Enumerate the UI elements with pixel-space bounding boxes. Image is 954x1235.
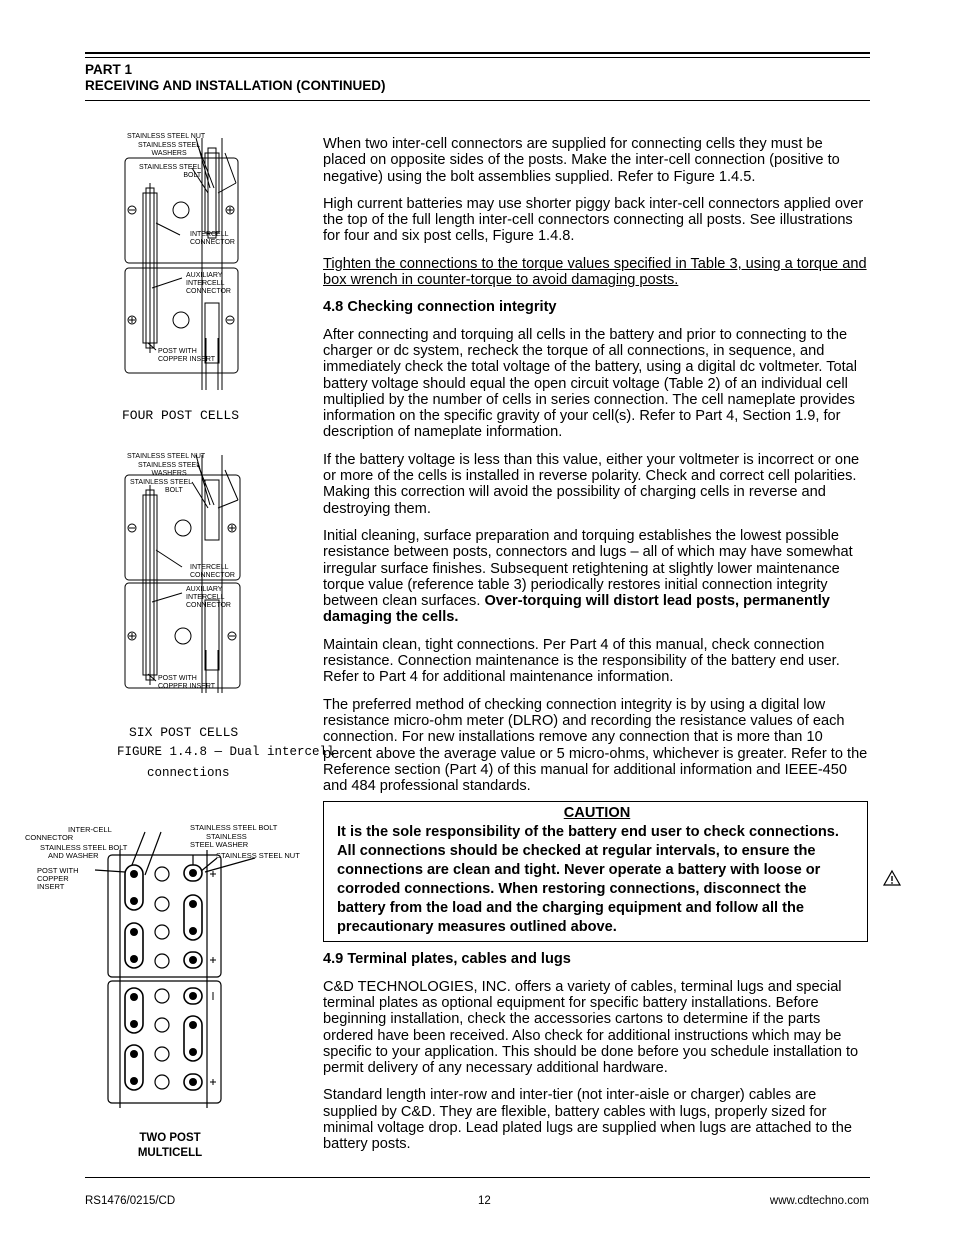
two-post-caption: TWO POST MULTICELL (137, 1132, 203, 1159)
two-post-post-label: POST WITH COPPER INSERT (37, 866, 79, 891)
caution-text: It is the sole responsibility of the battery end user to check connections. All connections should be checked at regular intervals, to ensure the connections are clean and tight. Never operate a battery with loose or corroded connections. When restoring connections, disconnect the battery from the load and the charging equipment and follow all the precautionary measures outlined above. (337, 824, 839, 936)
over-torque-warning: Over-torquing will distort lead posts, permanently damaging the cells. (323, 593, 830, 626)
footer-page-number: 12 (478, 1195, 491, 1207)
six-post-washers-label: STAINLESS STEEL WASHERS (138, 462, 201, 477)
warning-icon (882, 869, 902, 887)
part-heading: PART 1 (85, 62, 133, 77)
header-rule-thick (85, 52, 870, 54)
section-heading: RECEIVING AND INSTALLATION (CONTINUED) (85, 78, 386, 93)
four-post-washers-label: STAINLESS STEEL WASHERS (138, 142, 201, 157)
figure-caption-line2: connections (147, 766, 230, 780)
paragraph-maintain: Maintain clean, tight connections. Per Part 4 of this manual, check connection resistance. Connection maintenance is the responsibility of the battery end user. Refer to Part 4 for additional maintenance information. (323, 636, 840, 686)
page-header (85, 62, 386, 94)
two-post-diagram (25, 820, 315, 1110)
header-rule-thin (85, 57, 870, 58)
six-post-intercell-label: INTERCELL CONNECTOR (190, 564, 235, 579)
paragraph-torque-instruction: Tighten the connections to the torque values specified in Table 3, using a torque and box wrench in counter-torque to avoid damaging posts. (323, 255, 867, 289)
paragraph-intercell: When two inter-cell connectors are supplied for connecting cells they must be placed on opposite sides of the posts. Make the inter-cell connection (positive to negative) using the bolt assemblies supplied. Refer to Figure 1.4.5. (323, 136, 840, 185)
paragraph-dlro: The preferred method of checking connection integrity is by using a digital low resistance micro-ohm meter (DLRO) and recording the resistance values of each connection. For new installations remove any connection that is more than 10 percent above the average value or 5 micro-ohms, whichever is greater. Refer to the Reference section (Part 4) of this manual for additional information and IEEE-450 and 484 professional standards. (323, 696, 868, 795)
four-post-figure (110, 128, 310, 423)
header-bottom-rule (85, 100, 870, 101)
six-post-aux-label: AUXILIARY INTERCELL CONNECTOR (186, 586, 231, 609)
paragraph-piggyback: High current batteries may use shorter piggy back inter-cell connectors applied over the top of the full length inter-cell connectors connecting all posts. See illustrations for four and six post cells, Figure 1.4.8. (323, 195, 864, 245)
paragraph-voltage: If the battery voltage is less than this value, either your voltmeter is incorrect or one or more of the cells is installed in reverse polarity. Check and correct cell polarities. Making this correction will avoid the possibility of charging cells in reverse and destroying them. (323, 451, 860, 517)
footer-rule (85, 1177, 870, 1178)
paragraph-cleaning: Initial cleaning, surface preparation and torquing establishes the lowest possible resistance between posts, connectors and lugs – all of which may have somewhat irregular surface finishes. Subsequent retightening at slightly lower maintenance torque value (reference table 3) periodically restores initial connection integrity between clean surfaces. Over-torquing will distort lead posts, permanently damaging the cells. (323, 527, 853, 626)
four-post-aux-label: AUXILIARY INTERCELL CONNECTOR (186, 272, 231, 295)
two-post-figure (25, 820, 315, 1165)
figure-caption-line1: FIGURE 1.4.8 — Dual intercell (117, 745, 335, 759)
footer-doc-number: RS1476/0215/CD (85, 1195, 176, 1207)
section-4-8-heading: 4.8 Checking connection integrity (323, 299, 557, 316)
two-post-ss-bolt-label: STAINLESS STEEL BOLT (190, 823, 278, 832)
paragraph-cables: Standard length inter-row and inter-tier (not inter-aisle or charger) cables are supplied by C&D. They are flexible, battery cables with lugs, properly sized for minimal voltage drop. Lead plated lugs are supplied when lugs are attached to the battery posts. (323, 1087, 852, 1153)
four-post-intercell-label: INTERCELL CONNECTOR (190, 231, 235, 246)
two-post-ss-washer-label: STAINLESS STEEL WASHER (190, 832, 249, 849)
four-post-post-label: POST WITH COPPER INSERT (158, 348, 216, 363)
footer-url: www.cdtechno.com (769, 1195, 869, 1207)
two-post-ss-nut-label: STAINLESS STEEL NUT (216, 851, 300, 860)
four-post-bolt-label: STAINLESS STEEL BOLT (139, 164, 202, 179)
six-post-post-label: POST WITH COPPER INSERT (158, 675, 216, 690)
two-post-bolt-washer-label: STAINLESS STEEL BOLT AND WASHER (40, 843, 128, 860)
paragraph-recheck: After connecting and torquing all cells in the battery and prior to connecting to the charger or dc system, recheck the torque of all connections, in sequence, and immediately check the total voltage of the battery, using a digital dc voltmeter. Total battery voltage should equal the open circuit voltage (Table 2) of an individual cell multiplied by the number of cells in series connection. The cell nameplate provides information on the specific gravity of your cell(s). Refer to Part 4, Section 1.9, for description of nameplate information. (323, 326, 858, 441)
two-post-intercell-label: INTER-CELL CONNECTOR (25, 825, 112, 842)
paragraph-accessories: C&D TECHNOLOGIES, INC. offers a variety of cables, terminal lugs and special terminal plates as optional equipment for specific battery installations. Before beginning installation, check the accessories cartons to determine if the parts ordered have been received. Also check for additional instructions which may be specific to your application. This should be done before you schedule installation to permit delivery of any necessary additional hardware. (323, 978, 859, 1077)
four-post-nut-label: STAINLESS STEEL NUT (127, 133, 206, 140)
six-post-figure (110, 450, 335, 785)
four-post-caption: FOUR POST CELLS (122, 408, 240, 423)
caution-title: CAUTION (563, 805, 631, 822)
main-column (323, 136, 868, 1164)
six-post-caption: SIX POST CELLS (129, 725, 239, 740)
six-post-nut-label: STAINLESS STEEL NUT (127, 453, 206, 460)
section-4-9-heading: 4.9 Terminal plates, cables and lugs (323, 951, 571, 968)
six-post-bolt-label: STAINLESS STEEL BOLT (130, 479, 193, 494)
caution-box (323, 801, 868, 942)
